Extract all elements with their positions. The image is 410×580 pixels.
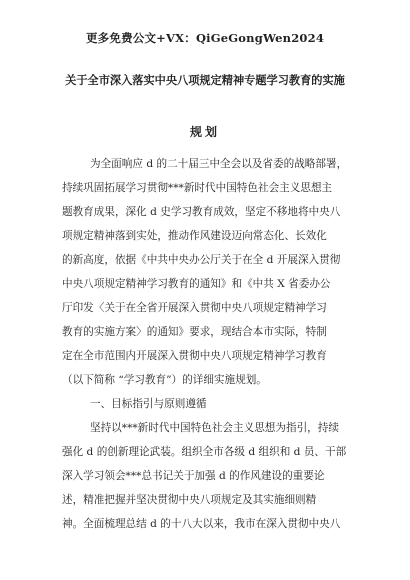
- document-header: 更多免费公文+VX：QiGeGongWen2024: [85, 31, 325, 45]
- document-title: 关于全市深入落实中央八项规定精神专题学习教育的实施: [65, 73, 345, 87]
- paragraph-line: 教育的实施方案〉的通知》要求，现结合本市实际，特制: [62, 326, 327, 338]
- section-heading: 一、目标指引与原则遵循: [90, 398, 207, 410]
- paragraph-line: 为全面响应 d 的二十届三中全会以及省委的战略部署，: [90, 158, 348, 170]
- paragraph-line: 强化 d 的创新理论武装。组织全市各级 d 组织和 d 员、干部: [62, 446, 347, 458]
- paragraph-line: 中央八项规定精神学习教育的通知》和《中共 X 省委办公: [62, 278, 331, 290]
- paragraph-line: 厅印发〈关于在全省开展深入贯彻中央八项规定精神学习: [62, 302, 327, 314]
- document-title-continued: 规划: [189, 125, 220, 139]
- paragraph-line: 深入学习领会***总书记关于加强 d 的作风建设的重要论: [62, 470, 325, 482]
- paragraph-line: 神。全面梳理总结 d 的十八大以来，我市在深入贯彻中央八: [62, 518, 341, 530]
- paragraph-line: 题教育成果，深化 d 史学习教育成效，坚定不移地将中央八: [62, 206, 341, 218]
- paragraph-line: 述，精准把握并坚决贯彻中央八项规定及其实施细则精: [62, 494, 317, 506]
- paragraph-line: （以下简称 “学习教育”）的详细实施规划。: [62, 374, 267, 386]
- paragraph-line: 项规定精神落到实处，推动作风建设迈向常态化、长效化: [62, 230, 327, 242]
- paragraph-line: 的新高度，依据《中共中央办公厅关于在全 d 开展深入贯彻: [62, 254, 341, 266]
- paragraph-line: 定在全市范围内开展深入贯彻中央八项规定精神学习教育: [62, 350, 327, 362]
- paragraph-line: 坚持以***新时代中国特色社会主义思想为指引，持续: [90, 422, 339, 434]
- paragraph-line: 持续巩固拓展学习贯彻***新时代中国特色社会主义思想主: [62, 182, 333, 194]
